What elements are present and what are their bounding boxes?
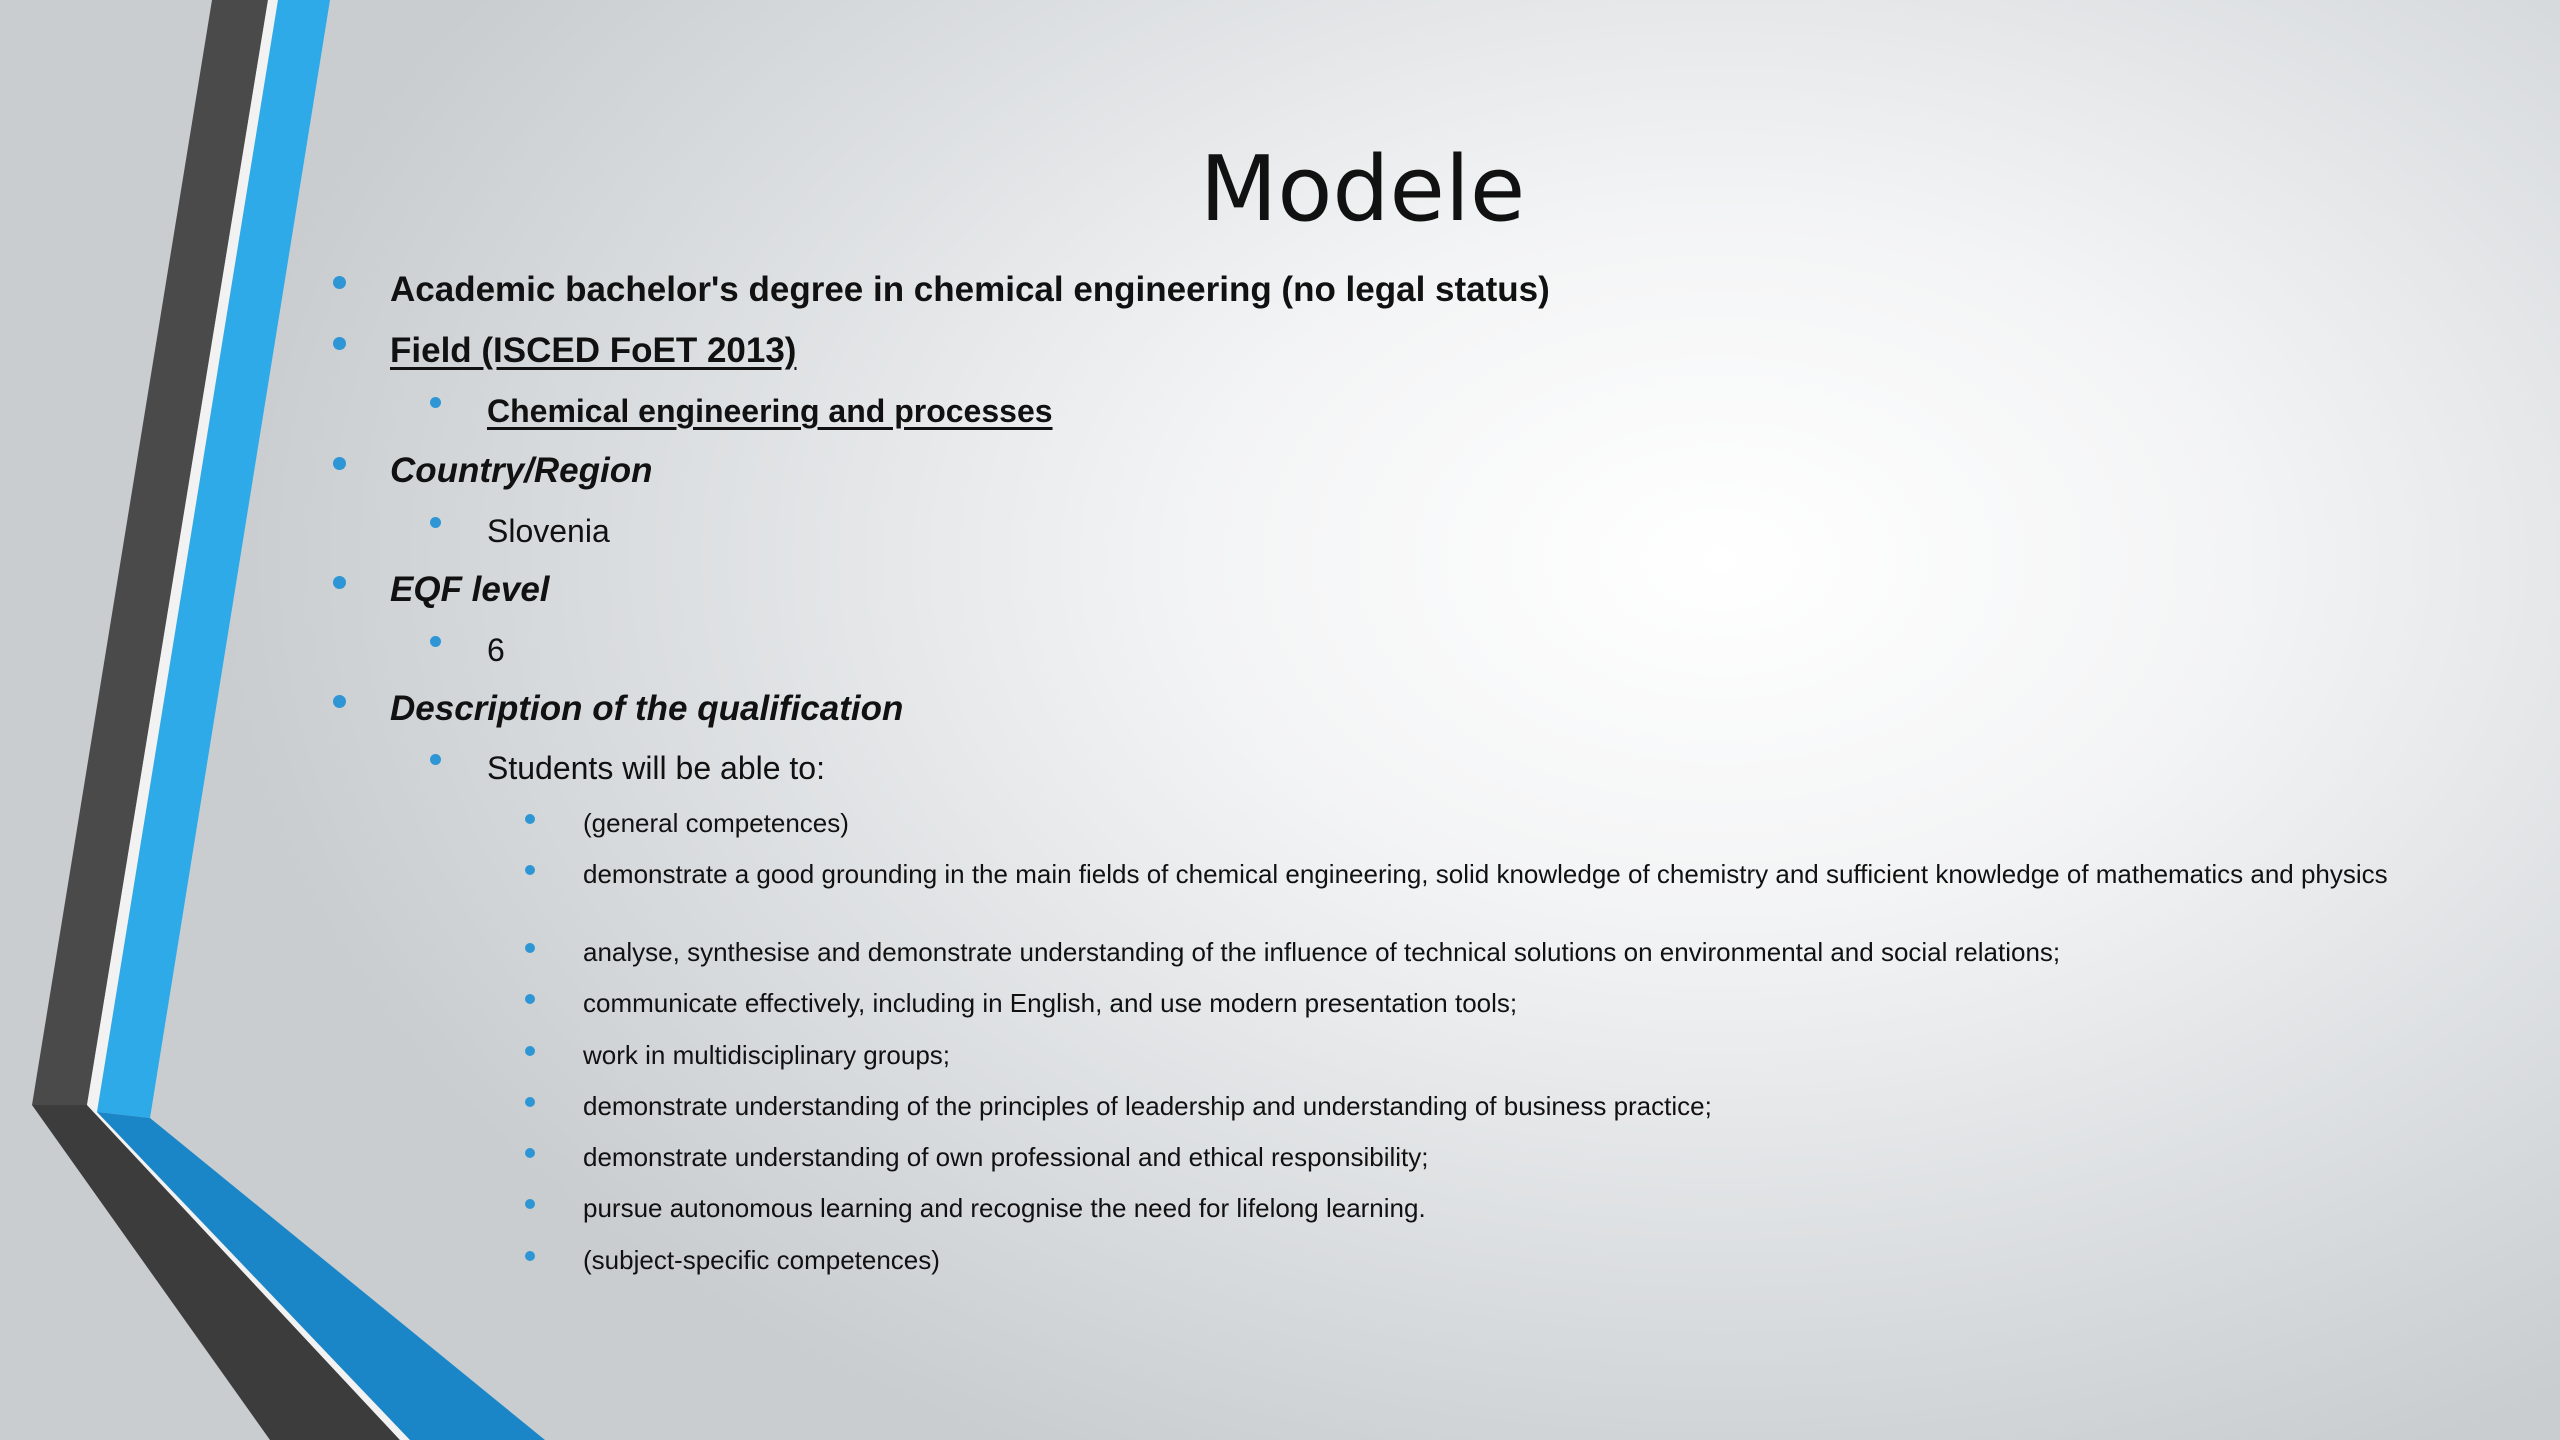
bullet-dot [333, 276, 346, 289]
bullet-dot [525, 1199, 535, 1209]
bullet-dot [525, 865, 535, 875]
eqf-value-text: 6 [487, 632, 505, 668]
bullet-dot [525, 994, 535, 1004]
competence-text: communicate effectively, including in English, and use modern presentation tools; [583, 988, 1518, 1018]
field-value-text: Chemical engineering and processes [487, 393, 1053, 429]
bullet-dot [525, 943, 535, 953]
description-heading-text: Description of the qualification [390, 689, 904, 728]
country-heading-text: Country/Region [390, 451, 653, 490]
bullet-dot [430, 636, 441, 647]
competence-text: demonstrate a good grounding in the main fields of chemical engineering, solid knowledge of chemistry and sufficient knowledge of mathematics and physics [583, 859, 2388, 889]
degree-text: Academic bachelor's degree in chemical engineering (no legal status) [390, 270, 1550, 309]
bullet-dot [333, 337, 346, 350]
field-heading-text: Field (ISCED FoET 2013) [390, 331, 797, 370]
bullet-dot [430, 397, 441, 408]
bullet-dot [333, 576, 346, 589]
bullet-dot [430, 754, 441, 765]
competence-text: (general competences) [583, 808, 849, 838]
bullet-dot [525, 1148, 535, 1158]
students-intro-text: Students will be able to: [487, 750, 825, 786]
slide-title: Modele [1199, 137, 1526, 242]
competence-text: demonstrate understanding of the principles of leadership and understanding of business practice; [583, 1091, 1712, 1121]
bullet-dot [333, 457, 346, 470]
bullet-dot [430, 517, 441, 528]
bullet-dot [525, 1251, 535, 1261]
bullet-dot [525, 1046, 535, 1056]
competence-text: (subject-specific competences) [583, 1245, 940, 1275]
competence-text: demonstrate understanding of own professional and ethical responsibility; [583, 1142, 1429, 1172]
competence-text: work in multidisciplinary groups; [583, 1040, 951, 1070]
eqf-heading-text: EQF level [390, 570, 550, 609]
competence-text: pursue autonomous learning and recognise the need for lifelong learning. [583, 1193, 1426, 1223]
bullet-dot [333, 695, 346, 708]
bullet-dot [525, 814, 535, 824]
country-value-text: Slovenia [487, 513, 610, 549]
competence-text: analyse, synthesise and demonstrate understanding of the influence of technical solutions on environmental and social relations; [583, 937, 2061, 967]
bullet-dot [525, 1097, 535, 1107]
